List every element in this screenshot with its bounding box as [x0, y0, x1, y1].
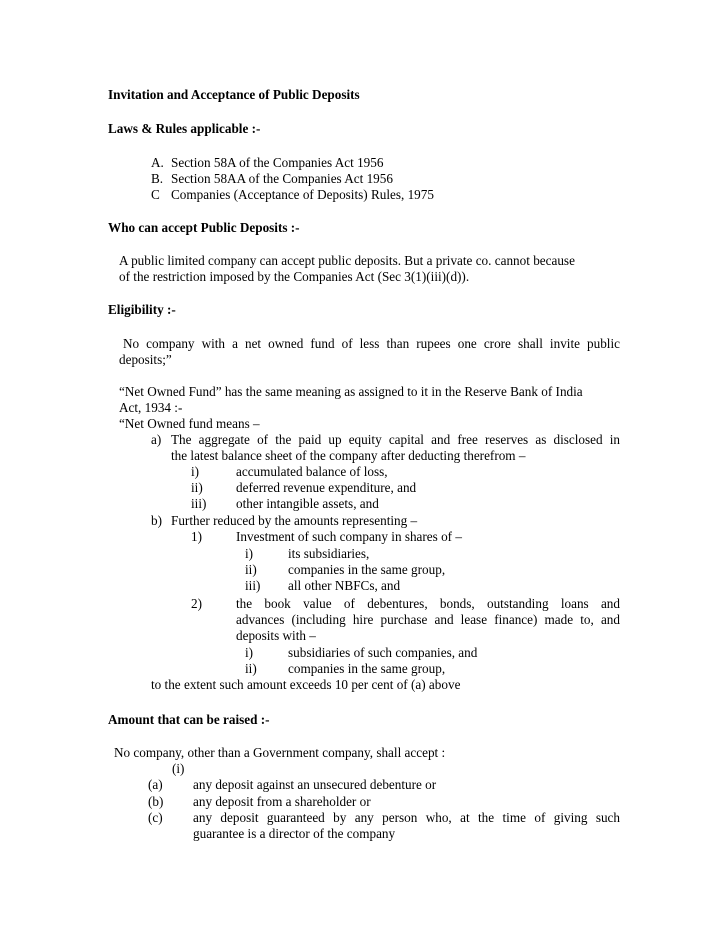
sub-item-marker: i): [191, 464, 200, 479]
amount-item-marker: (c): [148, 810, 163, 825]
law-item-text: Section 58A of the Companies Act 1956: [171, 155, 384, 170]
amount-item-line: any deposit from a shareholder or: [193, 794, 371, 809]
item-b2-line: deposits with –: [236, 628, 316, 643]
item-a-marker: a): [151, 432, 162, 447]
sub-item-marker: iii): [245, 578, 261, 593]
nof-definition-line: Act, 1934 :-: [119, 400, 183, 415]
sub-item-text: deferred revenue expenditure, and: [236, 480, 417, 495]
law-item-text: Section 58AA of the Companies Act 1956: [171, 171, 393, 186]
nof-definition-line: “Net Owned fund means –: [119, 416, 260, 431]
amount-clause-marker: (i): [172, 761, 185, 776]
item-b2-line: the book value of debentures, bonds, outstanding loans and: [236, 596, 620, 611]
sub-item-marker: iii): [191, 496, 207, 511]
who-text-line: of the restriction imposed by the Companies Act (Sec 3(1)(iii)(d)).: [119, 269, 470, 284]
eligibility-para-line: No company with a net owned fund of less than rupees one crore shall invite public: [123, 336, 620, 351]
nof-definition-line: “Net Owned Fund” has the same meaning as assigned to it in the Reserve Bank of India: [119, 384, 583, 399]
law-item-marker: C: [151, 187, 160, 202]
sub-item-marker: ii): [245, 562, 257, 577]
sub-item-marker: ii): [245, 661, 257, 676]
eligibility-heading: Eligibility :-: [108, 302, 176, 317]
item-b-marker: b): [151, 513, 162, 528]
sub-item-marker: ii): [191, 480, 203, 495]
sub-item-text: accumulated balance of loss,: [236, 464, 388, 479]
item-a-line: the latest balance sheet of the company after deducting therefrom –: [171, 448, 526, 463]
amount-intro: No company, other than a Government company, shall accept :: [114, 745, 446, 760]
item-b2-marker: 2): [191, 596, 202, 611]
eligibility-para-line: deposits;”: [119, 352, 172, 367]
item-b1-marker: 1): [191, 529, 202, 544]
item-b2-line: advances (including hire purchase and lease finance) made to, and: [236, 612, 620, 627]
sub-item-text: all other NBFCs, and: [288, 578, 401, 593]
sub-item-text: its subsidiaries,: [288, 546, 370, 561]
amount-item-line: any deposit against an unsecured debenture or: [193, 777, 437, 792]
sub-item-marker: i): [245, 546, 254, 561]
who-heading: Who can accept Public Deposits :-: [108, 220, 300, 235]
sub-item-text: companies in the same group,: [288, 562, 446, 577]
document-title: Invitation and Acceptance of Public Deposits: [108, 87, 360, 102]
laws-heading: Laws & Rules applicable :-: [108, 121, 261, 136]
item-a-line: The aggregate of the paid up equity capital and free reserves as disclosed in: [171, 432, 620, 447]
amount-item-line: any deposit guaranteed by any person who, at the time of giving such: [193, 810, 620, 825]
eligibility-closing-line: to the extent such amount exceeds 10 per cent of (a) above: [151, 677, 461, 692]
sub-item-text: companies in the same group,: [288, 661, 446, 676]
item-b1-text: Investment of such company in shares of –: [236, 529, 462, 544]
item-b-text: Further reduced by the amounts representing –: [171, 513, 418, 528]
sub-item-marker: i): [245, 645, 254, 660]
amount-item-line: guarantee is a director of the company: [193, 826, 396, 841]
amount-item-marker: (a): [148, 777, 163, 792]
who-text-line: A public limited company can accept public deposits. But a private co. cannot because: [119, 253, 575, 268]
sub-item-text: other intangible assets, and: [236, 496, 379, 511]
law-item-marker: A.: [151, 155, 164, 170]
law-item-marker: B.: [151, 171, 164, 186]
amount-item-marker: (b): [148, 794, 164, 809]
sub-item-text: subsidiaries of such companies, and: [288, 645, 478, 660]
amount-heading: Amount that can be raised :-: [108, 712, 270, 727]
law-item-text: Companies (Acceptance of Deposits) Rules, 1975: [171, 187, 434, 202]
